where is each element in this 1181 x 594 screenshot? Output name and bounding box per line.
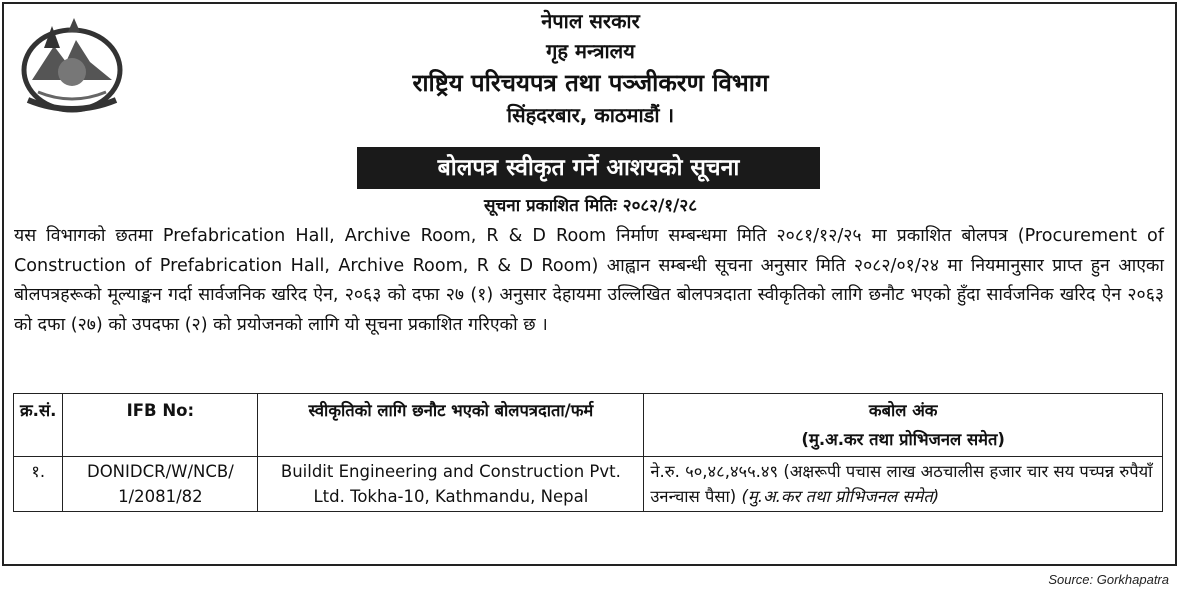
row-amount-text: ने.रु. ५०,४८,४५५.४९ (अक्षरूपी पचास लाख अठचालीस हजार चार सय पच्पन्न रुपैयाँ उनन्चास पैसा): [650, 462, 1153, 506]
row-bidder: Buildit Engineering and Construction Pvt. Ltd. Tokha-10, Kathmandu, Nepal: [258, 457, 644, 512]
notice-body: यस विभागको छतमा Prefabrication Hall, Archive Room, R & D Room निर्माण सम्बन्धमा मिति २०८१/१२/२५ मा प्रकाशित बोलपत्र (Procurement of Construction of Prefabrication Hall, Archive Room, R & D Room) आह्वान सम्बन्धी सूचना अनुसार मिति २०८२/०१/२४ मा नियमानुसार प्राप्त हुन आएका बोलपत्रहरूको मूल्याङ्कन गर्दा सार्वजनिक खरिद ऐन, २०६३ को दफा २७ (१) अनुसार देहायमा उल्लिखित बोलपत्रदाता स्वीकृतिको लागि छनौट भएको हुँदा सार्वजनिक खरिद ऐन २०६३ को दफा (२७) को उपदफा (२) को प्रयोजनको लागि यो सूचना प्रकाशित गरिएको छ ।: [14, 226, 1165, 335]
row-amount: [644, 457, 1163, 512]
bid-table: [13, 393, 1163, 512]
published-date: सूचना प्रकाशित मितिः २०८२/१/२८: [483, 196, 698, 216]
column-header-bidder: स्वीकृतिको लागि छनौट भएको बोलपत्रदाता/फर्म: [258, 394, 644, 457]
notice-title-banner: बोलपत्र स्वीकृत गर्ने आशयको सूचना: [357, 147, 820, 189]
table-row: [14, 457, 1163, 512]
column-header-amount-subtitle: (मु.अ.कर तथा प्रोभिजनल समेत): [801, 430, 1005, 449]
column-header-sn: क्र.सं.: [14, 394, 63, 457]
department-name: राष्ट्रिय परिचयपत्र तथा पञ्जीकरण विभाग: [412, 69, 769, 97]
notice-header: [0, 6, 1181, 130]
column-header-ifb: IFB No:: [63, 394, 258, 457]
row-sn: १.: [14, 457, 63, 512]
column-header-amount: [644, 394, 1163, 457]
column-header-amount-title: कबोल अंक: [868, 401, 938, 420]
bid-table-header: [14, 394, 1163, 457]
office-address: सिंहदरबार, काठमाडौं ।: [506, 103, 675, 127]
row-amount-note: (मु.अ.कर तथा प्रोभिजनल समेत): [741, 487, 940, 506]
government-name: नेपाल सरकार: [541, 9, 640, 33]
source-credit: Source: Gorkhapatra: [1048, 572, 1169, 587]
row-ifb: DONIDCR/W/NCB/ 1/2081/82: [63, 457, 258, 512]
ministry-name: गृह मन्त्रालय: [546, 39, 635, 63]
